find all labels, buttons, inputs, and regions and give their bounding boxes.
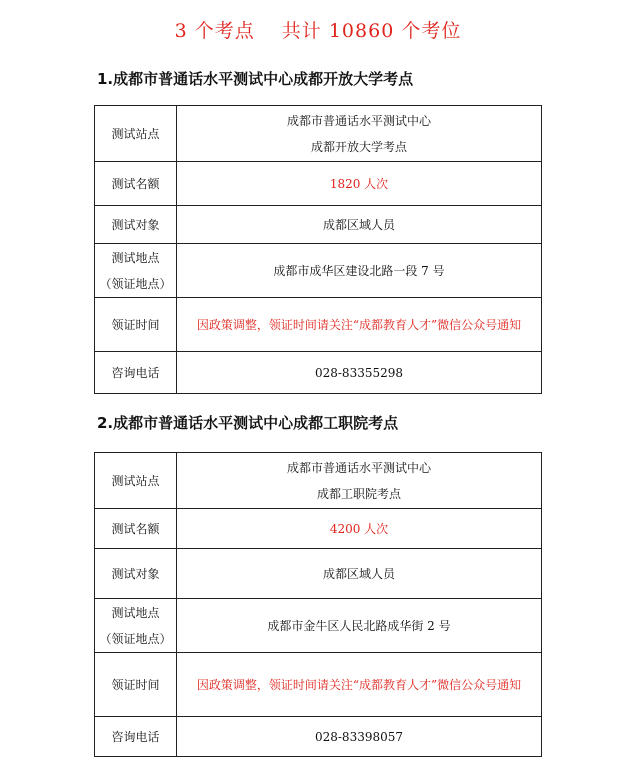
station-line-1: 成都市普通话水平测试中心 bbox=[286, 460, 431, 475]
row-station bbox=[95, 453, 542, 509]
value-target: 成都区域人员 bbox=[177, 206, 542, 244]
row-phone bbox=[95, 352, 542, 394]
page-title: 3 个考点 共计 10860 个考位 bbox=[174, 20, 462, 42]
label-phone: 咨询电话 bbox=[95, 717, 177, 757]
row-location bbox=[95, 599, 542, 653]
value-pickup-time: 因政策调整，领证时间请关注“成都教育人才”微信公众号通知 bbox=[177, 653, 542, 717]
value-target: 成都区域人员 bbox=[177, 549, 542, 599]
label-pickup-time: 领证时间 bbox=[95, 653, 177, 717]
station-line-2: 成都工职院考点 bbox=[316, 486, 401, 501]
venue-table-2 bbox=[94, 452, 542, 757]
label-station: 测试站点 bbox=[95, 106, 177, 162]
label-pickup-time: 领证时间 bbox=[95, 298, 177, 352]
row-quota bbox=[95, 162, 542, 206]
section-heading-1: 1.成都市普通话水平测试中心成都开放大学考点 bbox=[97, 70, 414, 88]
station-line-1: 成都市普通话水平测试中心 bbox=[286, 113, 431, 128]
station-line-2: 成都开放大学考点 bbox=[310, 139, 407, 154]
location-label-line-2: （领证地点） bbox=[99, 631, 172, 646]
row-location bbox=[95, 244, 542, 298]
label-phone: 咨询电话 bbox=[95, 352, 177, 394]
value-phone: 028-83355298 bbox=[177, 352, 542, 394]
label-location bbox=[95, 599, 177, 653]
location-label-line-2: （领证地点） bbox=[99, 276, 172, 291]
row-quota bbox=[95, 509, 542, 549]
label-target: 测试对象 bbox=[95, 206, 177, 244]
row-station bbox=[95, 106, 542, 162]
location-label-line-1: 测试地点 bbox=[111, 250, 160, 265]
value-quota: 1820 人次 bbox=[177, 162, 542, 206]
value-location: 成都市金牛区人民北路成华街 2 号 bbox=[177, 599, 542, 653]
value-phone: 028-83398057 bbox=[177, 717, 542, 757]
row-pickup-time bbox=[95, 653, 542, 717]
venue-table-1 bbox=[94, 105, 542, 394]
label-station: 测试站点 bbox=[95, 453, 177, 509]
label-target: 测试对象 bbox=[95, 549, 177, 599]
row-target bbox=[95, 549, 542, 599]
label-location bbox=[95, 244, 177, 298]
value-pickup-time: 因政策调整，领证时间请关注“成都教育人才”微信公众号通知 bbox=[177, 298, 542, 352]
row-pickup-time bbox=[95, 298, 542, 352]
value-station bbox=[177, 106, 542, 162]
value-station bbox=[177, 453, 542, 509]
value-location: 成都市成华区建设北路一段 7 号 bbox=[177, 244, 542, 298]
label-quota: 测试名额 bbox=[95, 509, 177, 549]
section-heading-2: 2.成都市普通话水平测试中心成都工职院考点 bbox=[97, 414, 399, 432]
row-phone bbox=[95, 717, 542, 757]
row-target bbox=[95, 206, 542, 244]
location-label-line-1: 测试地点 bbox=[111, 605, 160, 620]
label-quota: 测试名额 bbox=[95, 162, 177, 206]
value-quota: 4200 人次 bbox=[177, 509, 542, 549]
